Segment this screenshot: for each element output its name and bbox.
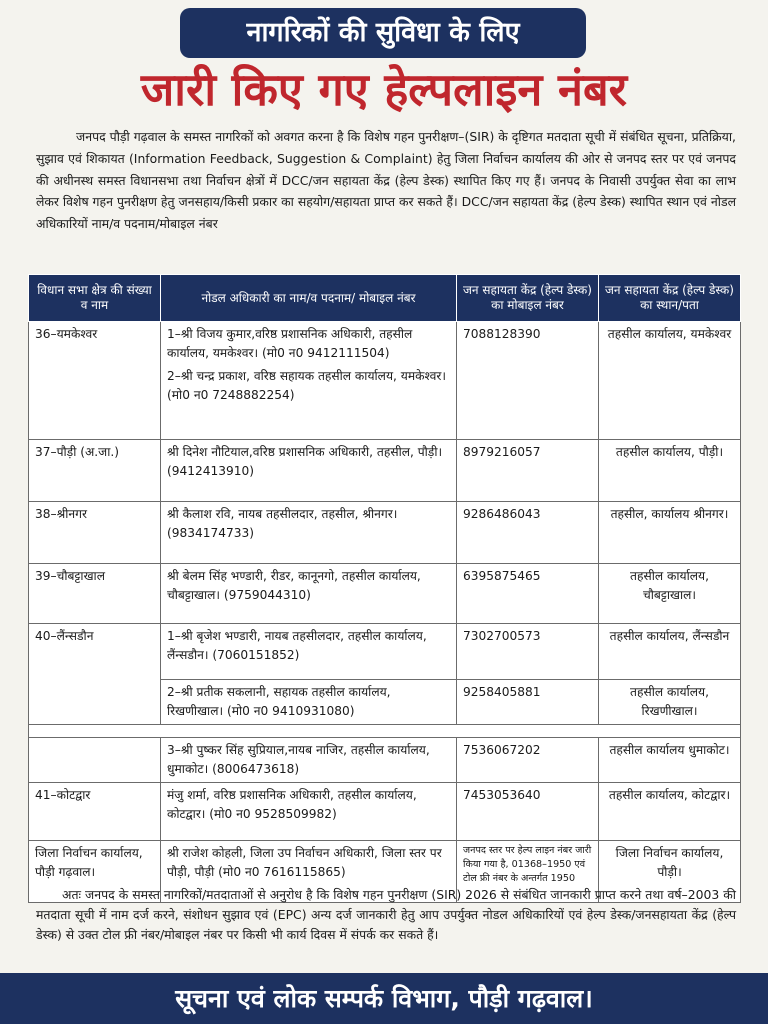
- cell-officer: श्री दिनेश नौटियाल,वरिष्ठ प्रशासनिक अधिकारी, तहसील, पौड़ी। (9412413910): [161, 440, 457, 502]
- cell-location: तहसील कार्यालय, लैंन्सडौन: [599, 624, 741, 680]
- cell-location: तहसील कार्यालय, रिखणीखाल।: [599, 680, 741, 725]
- cell-mobile: 9286486043: [457, 502, 599, 564]
- cell-officer: श्री बेलम सिंह भण्डारी, रीडर, कानूनगो, तहसील कार्यालय, चौबट्टाखाल। (9759044310): [161, 564, 457, 624]
- cell-location: तहसील कार्यालय धुमाकोट।: [599, 738, 741, 783]
- cell-officer: श्री राजेश कोहली, जिला उप निर्वाचन अधिकारी, जिला स्तर पर पौड़ी, पौड़ी (मो0 न0 7616115865): [161, 841, 457, 903]
- cell-mobile: 7088128390: [457, 322, 599, 440]
- table-row: [29, 322, 741, 440]
- cell-location: तहसील कार्यालय, कोटद्वार।: [599, 783, 741, 841]
- cell-mobile: 7302700573: [457, 624, 599, 680]
- cell-mobile: 9258405881: [457, 680, 599, 725]
- footer-note-text: अतः जनपद के समस्त नागरिकों/मतदाताओं से अनुरोध है कि विशेष गहन पुनरीक्षण (SIR) 2026 से संबंधित जानकारी प्राप्त करने तथा वर्ष–2003 की मतदाता सूची में नाम दर्ज करने, संशोधन सुझाव एवं (EPC) अन्य दर्ज जानकारी हेतु आप उपर्युक्त नोडल अधिकारियों एवं हेल्प डेस्क/जनसहायता केंद्र (हेल्प डेस्क) से उक्त टोल फ्री नंबर/मोबाइल नंबर पर किसी भी कार्य दिवस में संपर्क कर सकते हैं।: [36, 887, 736, 942]
- table-row: [29, 738, 741, 783]
- cell-constituency-empty: [29, 738, 161, 783]
- table-row: [29, 564, 741, 624]
- cell-officer: 3–श्री पुष्कर सिंह सुप्रियाल,नायब नाजिर, तहसील कार्यालय, धुमाकोट। (8006473618): [161, 738, 457, 783]
- cell-officer: 1–श्री बृजेश भण्डारी, नायब तहसीलदार, तहसील कार्यालय, लैंन्सडौन। (7060151852): [161, 624, 457, 680]
- cell-location: जिला निर्वाचन कार्यालय, पौड़ी।: [599, 841, 741, 903]
- header-officer: नोडल अधिकारी का नाम/व पदनाम/ मोबाइल नंबर: [161, 275, 457, 322]
- department-banner: सूचना एवं लोक सम्पर्क विभाग, पौड़ी गढ़वाल।: [0, 973, 768, 1024]
- cell-location: तहसील कार्यालय, यमकेश्वर: [599, 322, 741, 440]
- officer-entry: 2–श्री चन्द्र प्रकाश, वरिष्ठ सहायक तहसील कार्यालय, यमकेश्वर। (मो0 न0 7248882254): [167, 369, 447, 402]
- cell-constituency: 38–श्रीनगर: [29, 502, 161, 564]
- cell-constituency: 39–चौबट्टाखाल: [29, 564, 161, 624]
- cell-mobile: 7453053640: [457, 783, 599, 841]
- cell-constituency: 36–यमकेश्वर: [29, 322, 161, 440]
- helpline-table: [28, 274, 741, 903]
- cell-mobile: जनपद स्तर पर हेल्प लाइन नंबर जारी किया गया है, 01368–1950 एवं टोल फ्री नंबर के अन्तर्गत 1950: [457, 841, 599, 903]
- officer-entry: 1–श्री विजय कुमार,वरिष्ठ प्रशासनिक अधिकारी, तहसील कार्यालय, यमकेश्वर। (मो0 न0 9412111504): [167, 327, 413, 360]
- footer-note: [36, 885, 736, 944]
- page-title: जारी किए गए हेल्पलाइन नंबर: [140, 63, 628, 116]
- cell-location: तहसील कार्यालय, चौबट्टाखाल।: [599, 564, 741, 624]
- cell-constituency: 41–कोटद्वार: [29, 783, 161, 841]
- cell-officer: [161, 322, 457, 440]
- header-helpdesk-mobile: जन सहायता केंद्र (हेल्प डेस्क) का मोबाइल नंबर: [457, 275, 599, 322]
- intro-paragraph: [36, 126, 736, 235]
- header-banner: नागरिकों की सुविधा के लिए: [180, 8, 586, 58]
- cell-location: तहसील, कार्यालय श्रीनगर।: [599, 502, 741, 564]
- cell-location: तहसील कार्यालय, पौड़ी।: [599, 440, 741, 502]
- table-row: [29, 783, 741, 841]
- table-header-row: [29, 275, 741, 322]
- cell-constituency: 40–लैंन्सडौन: [29, 624, 161, 725]
- cell-constituency: 37–पौड़ी (अ.जा.): [29, 440, 161, 502]
- table-row: [29, 502, 741, 564]
- cell-mobile: 6395875465: [457, 564, 599, 624]
- cell-officer: श्री कैलाश रवि, नायब तहसीलदार, तहसील, श्रीनगर। (9834174733): [161, 502, 457, 564]
- table-row: [29, 624, 741, 680]
- table-row: [29, 440, 741, 502]
- header-constituency: विधान सभा क्षेत्र की संख्या व नाम: [29, 275, 161, 322]
- table-gap: [29, 725, 741, 738]
- cell-mobile: 7536067202: [457, 738, 599, 783]
- cell-officer: 2–श्री प्रतीक सकलानी, सहायक तहसील कार्यालय, रिखणीखाल। (मो0 न0 9410931080): [161, 680, 457, 725]
- cell-officer: मंजु शर्मा, वरिष्ठ प्रशासनिक अधिकारी, तहसील कार्यालय, कोटद्वार। (मो0 न0 9528509982): [161, 783, 457, 841]
- header-helpdesk-location: जन सहायता केंद्र (हेल्प डेस्क) का स्थान/पता: [599, 275, 741, 322]
- table-gap-cell: [29, 725, 741, 738]
- intro-text: जनपद पौड़ी गढ़वाल के समस्त नागरिकों को अवगत करना है कि विशेष गहन पुनरीक्षण–(SIR) के दृष्टिगत मतदाता सूची में संबंधित सूचना, प्रतिक्रिया, सुझाव एवं शिकायत (Information Feedback, Suggestion & Complaint) हेतु जिला निर्वाचन कार्यालय की ओर से जनपद स्तर पर एवं जनपद की अधीनस्थ समस्त विधानसभा तथा निर्वाचन क्षेत्रों में DCC/जन सहायता केंद्र (हेल्प डेस्क) स्थापित किए गए हैं। जनपद के निवासी उपर्युक्त सेवा का लाभ लेकर विशेष गहन पुनरीक्षण हेतु जनसहाय/किसी प्रकार का सहयोग/सहायता प्राप्त कर सकते हैं। DCC/जन सहायता केंद्र (हेल्प डेस्क) स्थापित स्थान एवं नोडल अधिकारियों नाम/व पदनाम/मोबाइल नंबर: [36, 129, 736, 232]
- cell-constituency: जिला निर्वाचन कार्यालय, पौड़ी गढ़वाल।: [29, 841, 161, 903]
- cell-mobile: 8979216057: [457, 440, 599, 502]
